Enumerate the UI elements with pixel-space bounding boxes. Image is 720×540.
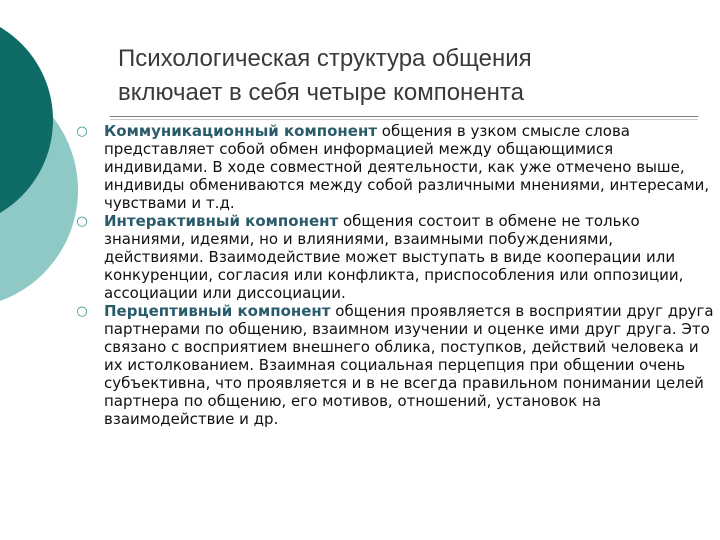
- item-text: общения проявляется в восприятии друг друга партнерами по общению, взаимном изучении и оценке ими друг друга. Это связано с восприятием внешнего облика, поступков, действий человека и их истолкованием. Взаимная социальная перцепция при общении очень субъективна, что проявляется и в не всегда правильном понимании целей партнера по общению, его мотивов, отношений, установок на взаимодействие и др.: [104, 302, 714, 428]
- list-item: [74, 122, 714, 212]
- bullet-icon: ○: [76, 124, 88, 139]
- list-item: [74, 212, 714, 302]
- title-divider-shadow: [110, 119, 698, 120]
- item-text: общения состоит в обмене не только знаниями, идеями, но и влияниями, взаимными побуждениями, действиями. Взаимодействие может выступать в виде кооперации или конкуренции, согласия или конфликта, приспособления или оппозиции, ассоциации или диссоциации.: [104, 212, 684, 302]
- bullet-icon: ○: [76, 214, 88, 229]
- item-term: Перцептивный компонент: [104, 302, 331, 320]
- item-term: Интерактивный компонент: [104, 212, 339, 230]
- bullet-list: [74, 122, 714, 428]
- slide-title: [118, 42, 698, 110]
- title-line-2: включает в себя четыре компонента: [118, 79, 524, 106]
- title-line-1: Психологическая структура общения: [118, 45, 532, 72]
- item-term: Коммуникационный компонент: [104, 122, 378, 140]
- item-text: общения в узком смысле слова представляет собой обмен информацией между общающимися индивидами. В ходе совместной деятельности, как уже отмечено выше, индивиды обмениваются между собой различными мнениями, интересами, чувствами и т.д.: [104, 122, 710, 212]
- list-item: [74, 302, 714, 428]
- title-divider: [110, 116, 698, 117]
- bullet-icon: ○: [76, 304, 88, 319]
